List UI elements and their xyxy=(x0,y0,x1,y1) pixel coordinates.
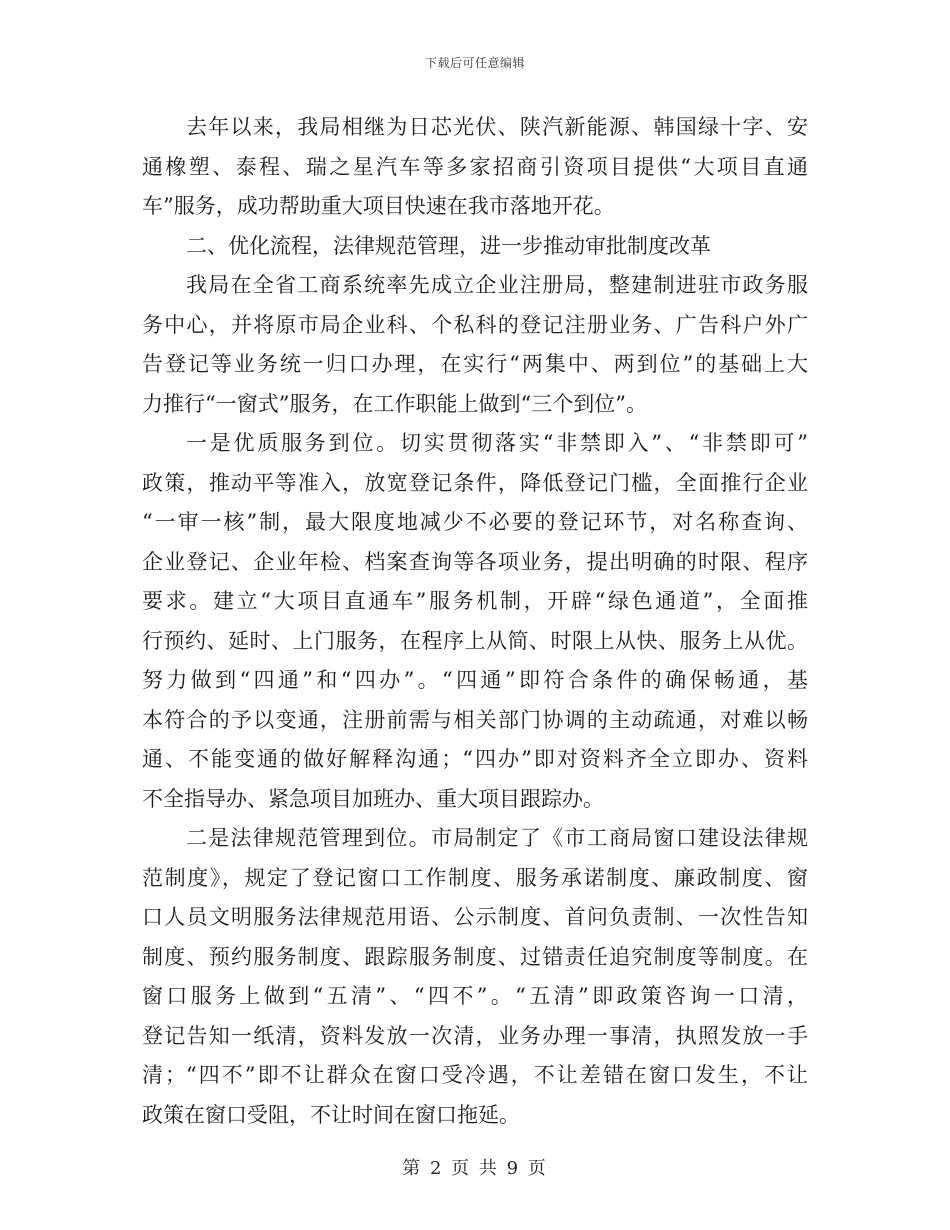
text-line: 政策，推动平等准入，放宽登记条件，降低登记门槛，全面推行企业 xyxy=(142,470,808,495)
text-line: 通、不能变通的做好解释沟通；“四办”即对资料齐全立即办、资料 xyxy=(142,747,808,771)
text-line: 清；“四不”即不让群众在窗口受冷遇，不让差错在窗口发生，不让 xyxy=(142,1063,808,1087)
text-line: 口人员文明服务法律规范用语、公示制度、首问负责制、一次性告知 xyxy=(142,905,808,929)
text-line: 通橡塑、泰程、瑞之星汽车等多家招商引资项目提供“大项目直通 xyxy=(142,154,808,179)
text-line: 制度、预约服务制度、跟踪服务制度、过错责任追究制度等制度。在 xyxy=(142,944,808,969)
text-line: “一审一核”制，最大限度地减少不必要的登记环节，对名称查询、 xyxy=(142,510,808,534)
text-line: 政策在窗口受阻，不让时间在窗口拖延。 xyxy=(142,1102,520,1127)
text-line: 窗口服务上做到“五清”、“四不”。“五清”即政策咨询一口清， xyxy=(142,984,808,1008)
page-footer: 第 2 页 共 9 页 xyxy=(402,1158,548,1179)
document-body xyxy=(142,108,808,1135)
text-line: 务中心，并将原市局企业科、个私科的登记注册业务、广告科户外广 xyxy=(142,312,808,337)
text-line: 一是优质服务到位。切实贯彻落实“非禁即入”、“非禁即可” xyxy=(186,431,808,455)
text-line: 二是法律规范管理到位。市局制定了《市工商局窗口建设法律规 xyxy=(186,826,808,850)
text-line: 要求。建立“大项目直通车”服务机制，开辟“绿色通道”，全面推 xyxy=(142,589,808,613)
text-line: 我局在全省工商系统率先成立企业注册局，整建制进驻市政务服 xyxy=(186,273,808,297)
text-line: 范制度》，规定了登记窗口工作制度、服务承诺制度、廉政制度、窗 xyxy=(142,865,808,890)
page-header: 下载后可任意编辑 xyxy=(424,56,525,70)
text-line: 二、优化流程，法律规范管理，进一步推动审批制度改革 xyxy=(186,233,711,258)
text-line: 力推行“一窗式”服务，在工作职能上做到“三个到位”。 xyxy=(142,391,647,416)
text-line: 努力做到“四通”和“四办”。“四通”即符合条件的确保畅通，基 xyxy=(142,668,808,692)
text-line: 行预约、延时、上门服务，在程序上从简、时限上从快、服务上从优。 xyxy=(142,628,808,653)
text-line: 去年以来，我局相继为日芯光伏、陕汽新能源、韩国绿十字、安 xyxy=(186,115,808,139)
text-line: 不全指导办、紧急项目加班办、重大项目跟踪办。 xyxy=(142,786,604,811)
text-line: 告登记等业务统一归口办理，在实行“两集中、两到位”的基础上大 xyxy=(142,352,808,376)
text-line: 企业登记、企业年检、档案查询等各项业务，提出明确的时限、程序 xyxy=(142,549,808,574)
text-line: 车”服务，成功帮助重大项目快速在我市落地开花。 xyxy=(142,194,615,218)
text-line: 本符合的予以变通，注册前需与相关部门协调的主动疏通，对难以畅 xyxy=(142,707,808,732)
text-line: 登记告知一纸清，资料发放一次清，业务办理一事清，执照发放一手 xyxy=(142,1023,808,1048)
